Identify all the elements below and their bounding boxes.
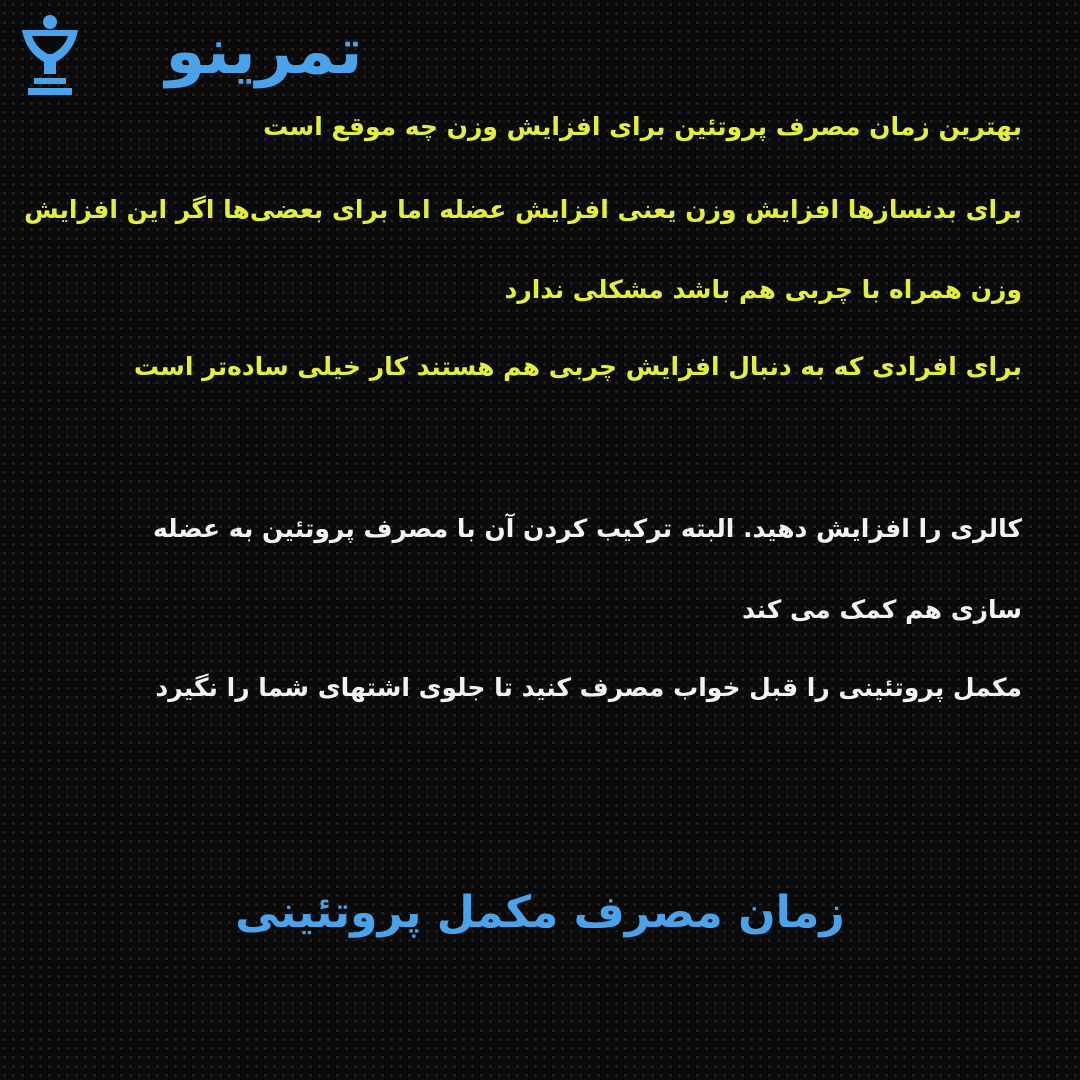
yellow-line-1: بهترین زمان مصرف پروتئین برای افزایش وزن چه موقع است	[263, 112, 1022, 141]
yellow-line-4: برای افرادی که به دنبال افزایش چربی هم هستند کار خیلی ساده‌تر است	[133, 352, 1022, 381]
white-line-2: سازی هم کمک می کند	[742, 595, 1022, 624]
trophy-icon	[14, 8, 84, 100]
white-line-3: مکمل پروتئینی را قبل خواب مصرف کنید تا جلوی اشتهای شما را نگیرد	[155, 673, 1022, 702]
brand-logo	[14, 8, 444, 100]
yellow-line-3: وزن همراه با چربی هم باشد مشکلی ندارد	[504, 275, 1022, 304]
logo-text: تمرینو	[165, 15, 363, 89]
yellow-line-2: برای بدنسازها افزایش وزن یعنی افزایش عضله اما برای بعضی‌ها اگر این افزایش	[24, 195, 1022, 224]
footer-title: زمان مصرف مکمل پروتئینی	[235, 887, 845, 938]
white-line-1: کالری را افزایش دهید. البته ترکیب کردن آن با مصرف پروتئین به عضله	[153, 514, 1022, 543]
